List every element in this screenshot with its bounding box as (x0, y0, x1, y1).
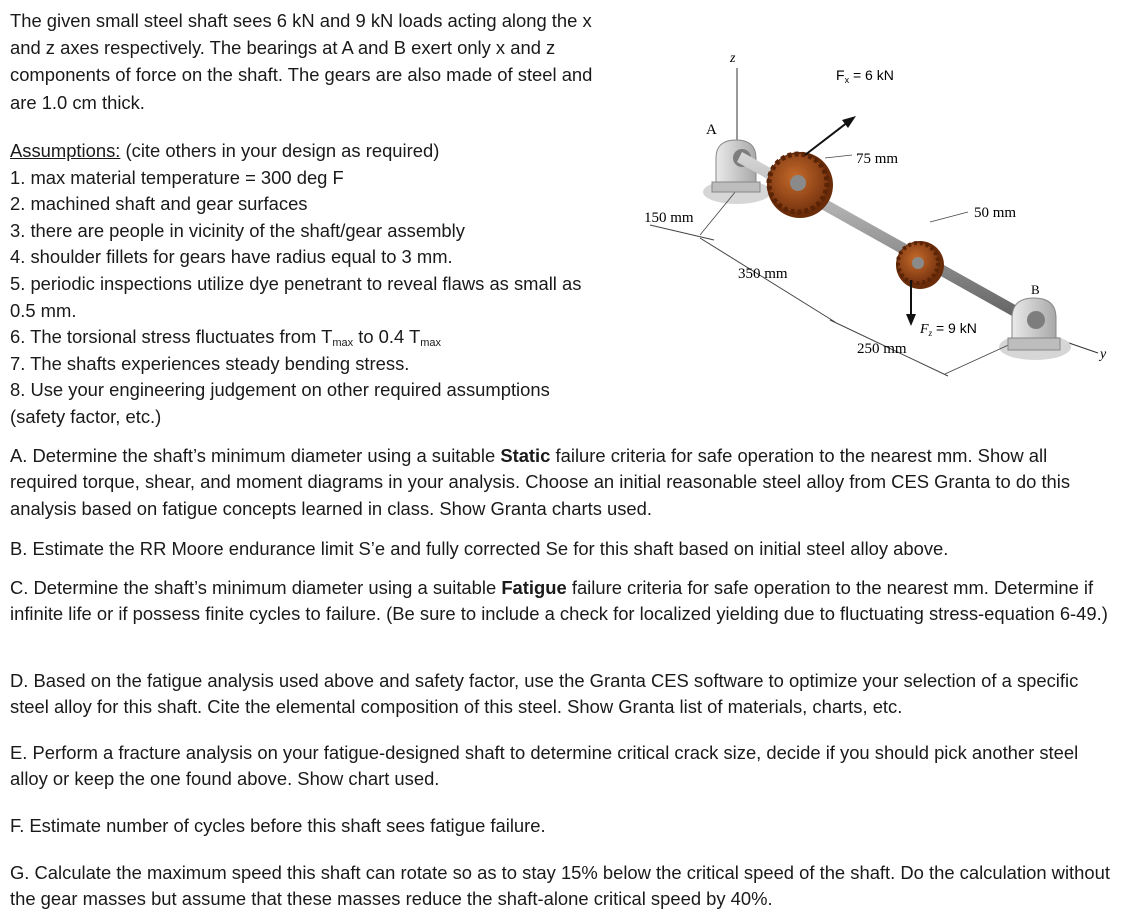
question-c-bold: Fatigue (501, 577, 567, 598)
dim-150-label: 150 mm (644, 210, 694, 226)
intro-paragraph: The given small steel shaft sees 6 kN and 9 kN loads acting along the x and z axes respectively. The bearings at A and B exert only x and z components of force on the shaft. The gears are also made of steel and are 1.0 cm thick. (10, 10, 593, 113)
dim-250-label: 250 mm (857, 341, 907, 357)
dim-150-line (650, 225, 714, 240)
z-axis-label: z (730, 51, 736, 66)
assumption-item-6 (10, 324, 595, 351)
assumption-item: 2. machined shaft and gear surfaces (10, 193, 308, 215)
assumption-item: 3. there are people in vicinity of the shaft/gear assembly (10, 219, 465, 241)
assumptions-heading-note: (cite others in your design as required) (120, 140, 440, 161)
question-c-text-2: failure criteria for safe operation to the nearest mm. Determine if infinite life or if possess finite cycles to failure. (Be sure to include a check for localized yielding due to fluctuating stress-equation 6-49.) (10, 577, 1108, 625)
gear-1 (767, 152, 833, 218)
question-c (10, 575, 1113, 628)
shaft-figure (600, 0, 1123, 410)
point-b-label: B (1031, 282, 1040, 297)
assumption-item: 8. Use your engineering judgement on other required assumptions (safety factor, etc.) (10, 379, 550, 427)
fx-label: $F_x = 6$ kN (836, 67, 894, 85)
y-axis-label: y (1100, 347, 1107, 362)
question-a-text-2: failure criteria for safe operation to the nearest mm. Show all required torque, shear, and moment diagrams in your analysis. Choose an initial reasonable steel alloy from CES Granta to do this analysis based on fatigue concepts learned in class. Show Granta charts used. (10, 445, 1071, 519)
point-a-label: A (706, 122, 717, 138)
assumptions-heading-line (10, 138, 595, 165)
bearing-b (1008, 298, 1060, 350)
question-f: F. Estimate number of cycles before this shaft sees fatigue failure. (10, 815, 546, 836)
dim-250-ext (945, 342, 1015, 374)
assumption-item: 1. max material temperature = 300 deg F (10, 166, 344, 188)
dim-50-leader (930, 212, 968, 222)
question-c-text: C. Determine the shaft’s minimum diameter using a suitable (10, 577, 502, 598)
question-a-bold: Static (500, 445, 551, 466)
assumption-item: 5. periodic inspections utilize dye penetrant to reveal flaws as small as 0.5 mm. (10, 272, 582, 321)
assumption-6-sub: max (332, 337, 354, 350)
dim-350-label: 350 mm (738, 266, 788, 282)
fz-arrowhead (906, 314, 916, 326)
question-a (10, 443, 1113, 522)
question-b: B. Estimate the RR Moore endurance limit S’e and fully corrected Se for this shaft based on initial steel alloy above. (10, 538, 949, 559)
question-d: D. Based on the fatigue analysis used above and safety factor, use the Granta CES software to optimize your selection of a specific steel alloy for this shaft. Cite the elemental composition of this steel. Show Granta list of materials, charts, etc. (10, 670, 1079, 718)
assumption-item: 7. The shafts experiences steady bending stress. (10, 352, 410, 374)
assumption-item: 4. shoulder fillets for gears have radius equal to 3 mm. (10, 246, 453, 268)
fz-label: $F_z = 9$ kN (920, 320, 977, 338)
gear-2 (896, 241, 944, 289)
assumption-6-sub-2: max (420, 337, 442, 350)
assumptions-list (10, 138, 595, 431)
question-a-text: A. Determine the shaft’s minimum diameter using a suitable (10, 445, 501, 466)
assumptions-heading: Assumptions: (10, 140, 121, 161)
fx-arrow-line (805, 122, 848, 155)
dim-75-leader (825, 155, 852, 158)
assumption-6-text: 6. The torsional stress fluctuates from T (10, 326, 333, 348)
question-g: G. Calculate the maximum speed this shaft can rotate so as to stay 15% below the critical speed of the shaft. Do the calculation without the gear masses but assume that these masses reduce the shaft-alone critical speed by 40%. (10, 862, 1110, 910)
dim-50-label: 50 mm (974, 205, 1017, 221)
dim-75-label: 75 mm (856, 151, 899, 167)
assumption-6-text-2: to 0.4 T (353, 326, 421, 348)
question-e: E. Perform a fracture analysis on your fatigue-designed shaft to determine critical crack size, decide if you should pick another steel alloy or keep the one found above. Show chart used. (10, 742, 1079, 790)
